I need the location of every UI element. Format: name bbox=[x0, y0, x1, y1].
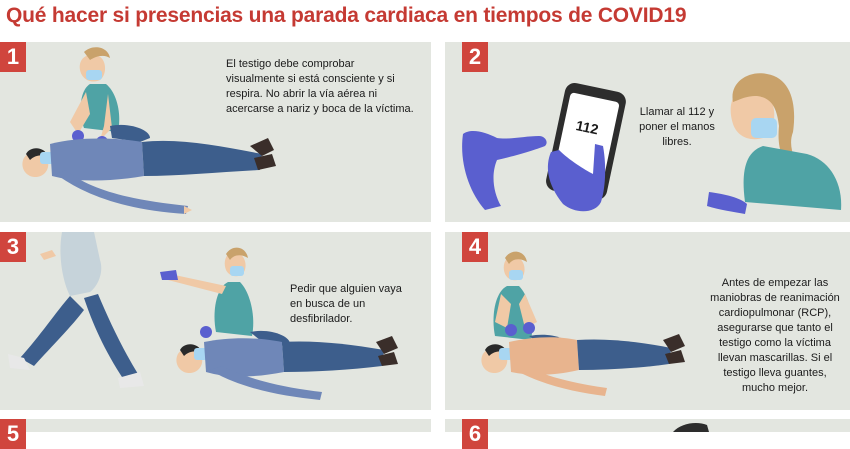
page-title: Qué hacer si presencias una parada cardiaca en tiempos de COVID19 bbox=[6, 4, 687, 27]
step-1-text: El testigo debe comprobar visualmente si está consciente y si respira. No abrir la vía aérea ni acercarse a nariz y boca de la víctima. bbox=[226, 58, 414, 115]
step-number: 1 bbox=[0, 42, 26, 72]
step-number: 5 bbox=[0, 419, 26, 449]
step-panel-4 bbox=[445, 232, 850, 410]
phone-screen-number: 112 bbox=[574, 117, 600, 138]
step-2-text: Llamar al 112 y poner el manos libres. bbox=[639, 106, 715, 148]
step-panel-5 bbox=[0, 419, 431, 446]
step-panel-2 bbox=[445, 42, 850, 222]
step-number: 2 bbox=[462, 42, 488, 72]
step-panel-6 bbox=[445, 419, 850, 446]
step-number: 6 bbox=[462, 419, 488, 449]
step-panel-3 bbox=[0, 232, 431, 410]
step-number: 4 bbox=[462, 232, 488, 262]
step-number: 3 bbox=[0, 232, 26, 262]
step-4-text: Antes de empezar las maniobras de reanimación cardiopulmonar (RCP), asegurarse que tanto el testigo como la víctima llevan mascarillas. Si el testigo lleva guantes, mucho mejor. bbox=[710, 277, 840, 394]
partial-illustration bbox=[445, 419, 850, 432]
step-3-text: Pedir que alguien vaya en busca de un desfibrilador. bbox=[290, 283, 402, 325]
step-panel-1 bbox=[0, 42, 431, 222]
